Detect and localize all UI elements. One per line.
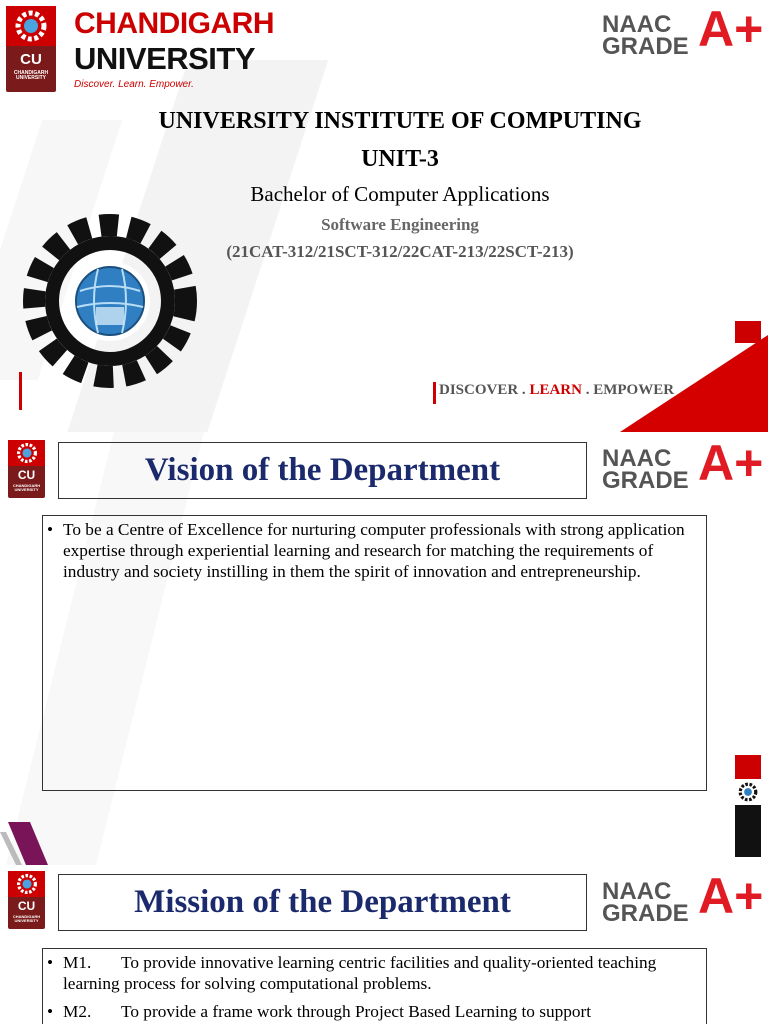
naac-line2: GRADE: [602, 467, 689, 495]
gear-globe-icon: [6, 203, 214, 399]
vision-slide: [0, 432, 768, 865]
black-block: [735, 805, 761, 857]
vision-content-box: [42, 515, 707, 791]
red-square: [735, 755, 761, 779]
cu-logo-subtext: CHANDIGARH UNIVERSITY: [13, 70, 49, 81]
institute-title: UNIVERSITY INSTITUTE OF COMPUTING: [158, 108, 642, 134]
naac-line1: NAAC: [602, 11, 672, 38]
mission-code: M2.: [63, 1002, 92, 1021]
gear-globe-icon: [8, 440, 45, 466]
cu-logo: [8, 440, 45, 498]
red-corner-shape: [620, 335, 768, 432]
naac-badge: [602, 435, 764, 496]
vision-text: To be a Centre of Excellence for nurturing computer professionals with strong application expertise through experiential learning and research for matching the requirements of industry and society instilling in them the spirit of innovation and entrepreneurship.: [63, 520, 685, 581]
program-title: Bachelor of Computer Applications: [250, 182, 550, 206]
cu-logo-text: CU: [17, 899, 36, 913]
cu-logo-subtext: CHANDIGARH UNIVERSITY: [12, 483, 41, 492]
brand-name-line1: CHANDIGARH: [74, 7, 274, 40]
motto-learn: LEARN: [529, 382, 582, 398]
mission-title-box: [58, 874, 587, 931]
mission-text: To provide innovative learning centric facilities and quality-oriented teaching learning process for solving computational problems.: [63, 953, 657, 993]
vision-title-box: [58, 442, 587, 499]
naac-line1: NAAC: [602, 878, 672, 905]
vision-bullet: [43, 519, 696, 582]
bullet-dot: •: [47, 1002, 54, 1021]
naac-grade: A+: [698, 1, 764, 57]
mission-content-box: [42, 948, 707, 1024]
mission-item: [43, 952, 696, 994]
brand-tagline: Discover. Learn. Empower.: [74, 79, 194, 90]
cu-logo-subtext: CHANDIGARH UNIVERSITY: [12, 914, 41, 923]
subject-title: Software Engineering: [321, 215, 479, 234]
accent-bar: [19, 372, 22, 410]
unit-title: UNIT-3: [361, 146, 439, 172]
mission-title: Mission of the Department: [134, 884, 511, 920]
vision-title: Vision of the Department: [144, 452, 501, 488]
gear-icon: [735, 779, 761, 805]
naac-grade: A+: [698, 435, 764, 491]
naac-line2: GRADE: [602, 33, 689, 61]
brand-name-line2: UNIVERSITY: [74, 41, 256, 76]
decorative-stripes: [0, 822, 50, 865]
bullet-dot: •: [47, 953, 54, 972]
cu-logo: [6, 6, 56, 92]
gear-globe-icon: [8, 871, 45, 897]
course-codes: (21CAT-312/21SCT-312/22CAT-213/22SCT-213): [226, 242, 574, 261]
mission-code: M1.: [63, 953, 92, 972]
naac-line2: GRADE: [602, 900, 689, 928]
motto-bar: [433, 382, 436, 404]
naac-grade: A+: [698, 868, 764, 924]
mission-text: To provide a frame work through Project Based Learning to support: [121, 1002, 592, 1021]
title-slide: [0, 0, 768, 432]
naac-badge: [602, 1, 764, 62]
gear-globe-icon: [6, 6, 56, 46]
cu-logo-text: CU: [17, 468, 36, 482]
naac-badge: [602, 868, 764, 929]
motto-discover: DISCOVER .: [439, 382, 530, 398]
mission-item: [43, 1001, 696, 1022]
mission-slide: [0, 865, 768, 1024]
bullet-dot: •: [47, 520, 54, 539]
cu-logo: [8, 871, 45, 929]
motto-empower: . EMPOWER: [581, 382, 675, 398]
naac-line1: NAAC: [602, 445, 672, 472]
cu-logo-text: CU: [20, 51, 42, 68]
